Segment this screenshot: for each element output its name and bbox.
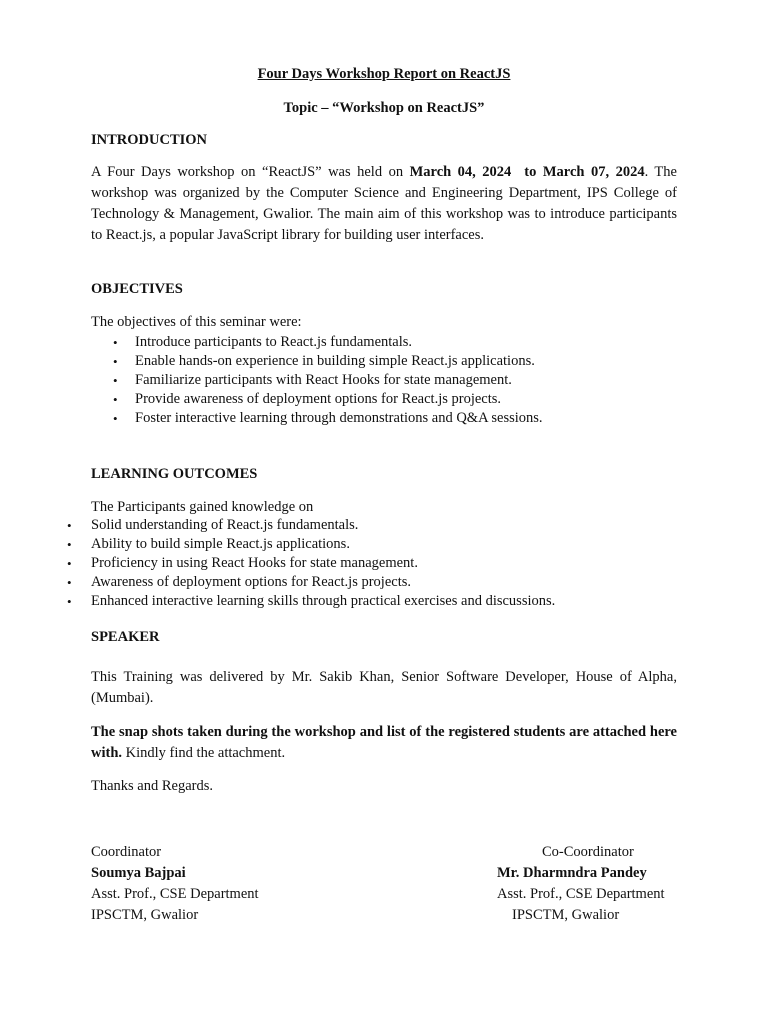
report-title-text: Four Days Workshop Report on ReactJS [257, 66, 511, 82]
list-item [113, 390, 543, 409]
intro-text-post: . The workshop was organized by the Computer Science and Engineering Department, IPS College of Technology & Management, Gwalior. The main aim of this workshop was to introduce participants to React.js, a popular JavaScript library for building user interfaces. [91, 164, 677, 243]
coordinator-name [91, 863, 259, 884]
co-coordinator-name [497, 863, 687, 884]
learning-outcomes-intro: The Participants gained knowledge on [91, 499, 314, 515]
bullet-icon: • [67, 556, 72, 571]
outcome-text: Awareness of deployment options for React.js projects. [91, 574, 412, 590]
introduction-paragraph [91, 162, 677, 246]
report-topic: Topic – “Workshop on ReactJS” [283, 100, 485, 116]
closing-text: Thanks and Regards. [91, 778, 214, 794]
list-item [67, 535, 555, 554]
intro-date-start: March 04, 2024 [409, 164, 512, 180]
objective-text: Introduce participants to React.js fundamentals. [135, 334, 413, 350]
coordinator-role: Coordinator [91, 844, 162, 860]
attachment-normal-text: Kindly find the attachment. [122, 745, 286, 761]
intro-date-end: March 07, 2024 [542, 164, 645, 180]
co-coordinator-institute: IPSCTM, Gwalior [512, 907, 620, 923]
objective-text: Foster interactive learning through demonstrations and Q&A sessions. [135, 410, 543, 426]
bullet-icon: • [67, 594, 72, 609]
intro-text-pre: A Four Days workshop on “ReactJS” was held on [91, 164, 410, 180]
list-item [67, 516, 555, 535]
co-coordinator-role: Co-Coordinator [542, 844, 634, 860]
list-item [113, 371, 543, 390]
outcome-text: Ability to build simple React.js applications. [91, 536, 350, 552]
list-item [113, 333, 543, 352]
list-item [113, 409, 543, 428]
objectives-intro: The objectives of this seminar were: [91, 314, 302, 330]
introduction-heading: INTRODUCTION [91, 132, 208, 148]
coordinator-name-text: Soumya Bajpai [91, 865, 186, 881]
list-item [67, 592, 556, 611]
bullet-icon: • [113, 373, 118, 388]
list-item [67, 554, 555, 573]
coordinator-designation: Asst. Prof., CSE Department [91, 886, 259, 902]
objective-text: Provide awareness of deployment options for React.js projects. [135, 391, 502, 407]
bullet-icon: • [113, 354, 118, 369]
objective-text: Familiarize participants with React Hooks for state management. [135, 372, 512, 388]
bullet-icon: • [113, 392, 118, 407]
objective-text: Enable hands-on experience in building simple React.js applications. [135, 353, 535, 369]
coordinator-institute: IPSCTM, Gwalior [91, 907, 199, 923]
attachment-bold-text: The snap shots taken during the workshop and list of the registered students are attached here with. [91, 724, 677, 761]
co-coordinator-name-text: Mr. Dharmndra Pandey [497, 865, 647, 881]
objectives-heading: OBJECTIVES [91, 281, 183, 297]
list-item [113, 352, 543, 371]
bullet-icon: • [113, 411, 118, 426]
bullet-icon: • [67, 537, 72, 552]
bullet-icon: • [113, 335, 118, 350]
coordinator-block [91, 842, 259, 926]
speaker-heading: SPEAKER [91, 629, 160, 645]
co-coordinator-designation: Asst. Prof., CSE Department [497, 886, 665, 902]
list-item [67, 573, 555, 592]
bullet-icon: • [67, 575, 72, 590]
bullet-icon: • [67, 518, 72, 533]
outcome-text: Proficiency in using React Hooks for state management. [91, 555, 418, 571]
learning-outcomes-list [67, 516, 556, 611]
learning-outcomes-heading: LEARNING OUTCOMES [91, 466, 258, 482]
attachment-paragraph [91, 722, 677, 764]
report-title [0, 64, 768, 84]
co-coordinator-block [497, 842, 687, 926]
objectives-list [113, 333, 543, 428]
outcome-text: Solid understanding of React.js fundamentals. [91, 517, 359, 533]
intro-text-to: to [511, 164, 543, 180]
outcome-text: Enhanced interactive learning skills through practical exercises and discussions. [91, 593, 556, 609]
speaker-paragraph: This Training was delivered by Mr. Sakib Khan, Senior Software Developer, House of Alpha, (Mumbai). [91, 669, 677, 706]
